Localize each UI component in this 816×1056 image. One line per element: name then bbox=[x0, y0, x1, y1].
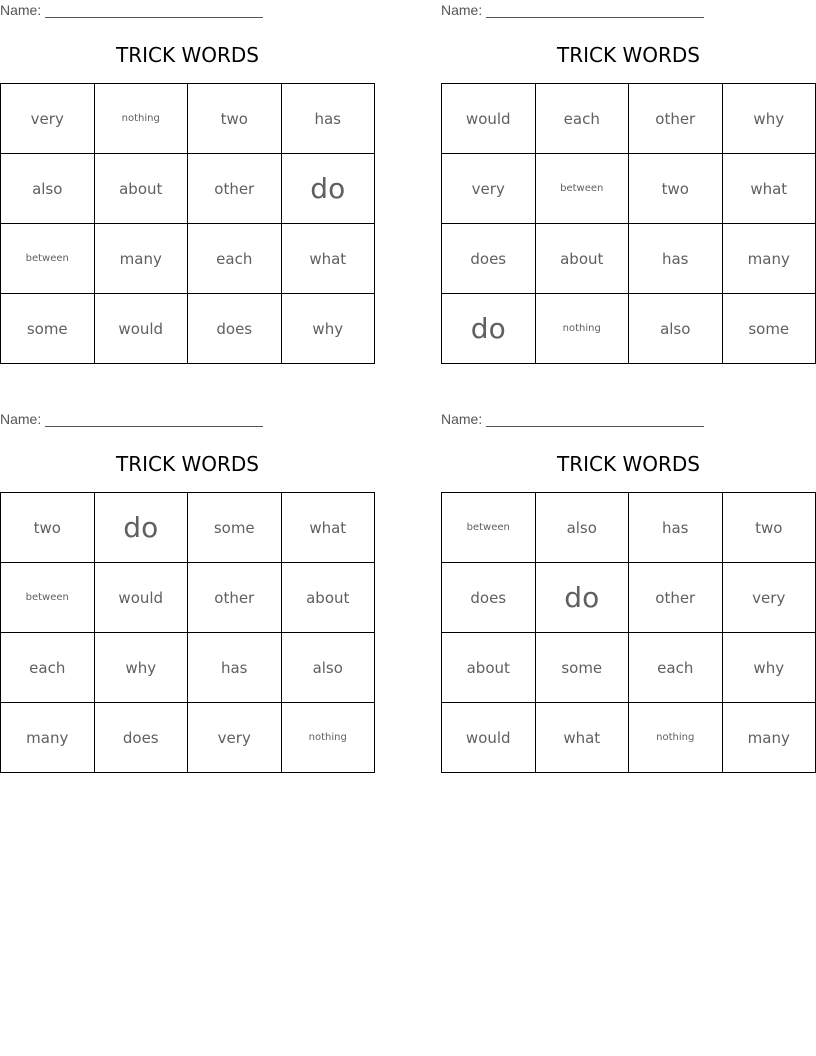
name-blank-line bbox=[45, 426, 263, 427]
word-cell: between bbox=[536, 154, 630, 224]
word-cell: do bbox=[95, 493, 189, 563]
word-cell: many bbox=[723, 224, 816, 294]
word-grid bbox=[0, 492, 375, 773]
word-cell: about bbox=[282, 563, 376, 633]
word-cell: other bbox=[629, 563, 723, 633]
word-cell: other bbox=[188, 154, 282, 224]
word-cell: very bbox=[442, 154, 536, 224]
word-cell: other bbox=[629, 84, 723, 154]
word-cell: has bbox=[629, 224, 723, 294]
word-cell: each bbox=[1, 633, 95, 703]
word-cell: each bbox=[536, 84, 630, 154]
name-blank-line bbox=[45, 17, 263, 18]
word-cell: some bbox=[188, 493, 282, 563]
word-cell: some bbox=[536, 633, 630, 703]
word-cell: why bbox=[282, 294, 376, 364]
word-cell: has bbox=[629, 493, 723, 563]
word-cell: nothing bbox=[282, 703, 376, 773]
word-cell: why bbox=[723, 84, 816, 154]
card-title: TRICK WORDS bbox=[116, 452, 259, 476]
word-cell: why bbox=[723, 633, 816, 703]
word-cell: two bbox=[188, 84, 282, 154]
word-cell: has bbox=[282, 84, 376, 154]
word-cell: would bbox=[442, 703, 536, 773]
word-cell: each bbox=[629, 633, 723, 703]
word-cell: also bbox=[536, 493, 630, 563]
word-cell: what bbox=[536, 703, 630, 773]
name-label: Name: bbox=[441, 2, 483, 18]
word-cell: each bbox=[188, 224, 282, 294]
word-cell: many bbox=[723, 703, 816, 773]
word-cell: between bbox=[1, 224, 95, 294]
word-cell: very bbox=[1, 84, 95, 154]
word-cell: some bbox=[1, 294, 95, 364]
word-cell: many bbox=[1, 703, 95, 773]
word-cell: about bbox=[536, 224, 630, 294]
word-cell: do bbox=[536, 563, 630, 633]
name-row bbox=[441, 411, 704, 428]
word-cell: between bbox=[1, 563, 95, 633]
word-cell: would bbox=[442, 84, 536, 154]
word-cell: many bbox=[95, 224, 189, 294]
bingo-card-3 bbox=[0, 409, 375, 773]
word-cell: very bbox=[188, 703, 282, 773]
word-cell: some bbox=[723, 294, 816, 364]
word-cell: about bbox=[95, 154, 189, 224]
word-grid bbox=[441, 83, 816, 364]
name-label: Name: bbox=[441, 411, 483, 427]
word-cell: about bbox=[442, 633, 536, 703]
name-label: Name: bbox=[0, 411, 42, 427]
word-cell: does bbox=[188, 294, 282, 364]
word-cell: do bbox=[442, 294, 536, 364]
word-grid bbox=[441, 492, 816, 773]
word-cell: nothing bbox=[95, 84, 189, 154]
card-title: TRICK WORDS bbox=[116, 43, 259, 67]
name-row bbox=[0, 2, 263, 19]
word-cell: would bbox=[95, 294, 189, 364]
name-blank-line bbox=[486, 17, 704, 18]
word-cell: what bbox=[282, 493, 376, 563]
word-cell: nothing bbox=[536, 294, 630, 364]
word-cell: has bbox=[188, 633, 282, 703]
bingo-card-2 bbox=[441, 0, 816, 364]
word-cell: two bbox=[1, 493, 95, 563]
word-cell: do bbox=[282, 154, 376, 224]
name-blank-line bbox=[486, 426, 704, 427]
word-cell: also bbox=[282, 633, 376, 703]
word-cell: nothing bbox=[629, 703, 723, 773]
word-cell: other bbox=[188, 563, 282, 633]
word-cell: very bbox=[723, 563, 816, 633]
word-cell: between bbox=[442, 493, 536, 563]
bingo-card-1 bbox=[0, 0, 375, 364]
word-cell: does bbox=[442, 563, 536, 633]
word-cell: two bbox=[723, 493, 816, 563]
word-cell: what bbox=[282, 224, 376, 294]
word-cell: would bbox=[95, 563, 189, 633]
card-title: TRICK WORDS bbox=[557, 43, 700, 67]
word-cell: does bbox=[95, 703, 189, 773]
word-cell: also bbox=[1, 154, 95, 224]
name-row bbox=[0, 411, 263, 428]
word-cell: why bbox=[95, 633, 189, 703]
word-cell: does bbox=[442, 224, 536, 294]
name-label: Name: bbox=[0, 2, 42, 18]
name-row bbox=[441, 2, 704, 19]
word-cell: also bbox=[629, 294, 723, 364]
word-cell: two bbox=[629, 154, 723, 224]
word-cell: what bbox=[723, 154, 816, 224]
card-title: TRICK WORDS bbox=[557, 452, 700, 476]
word-grid bbox=[0, 83, 375, 364]
bingo-card-4 bbox=[441, 409, 816, 773]
